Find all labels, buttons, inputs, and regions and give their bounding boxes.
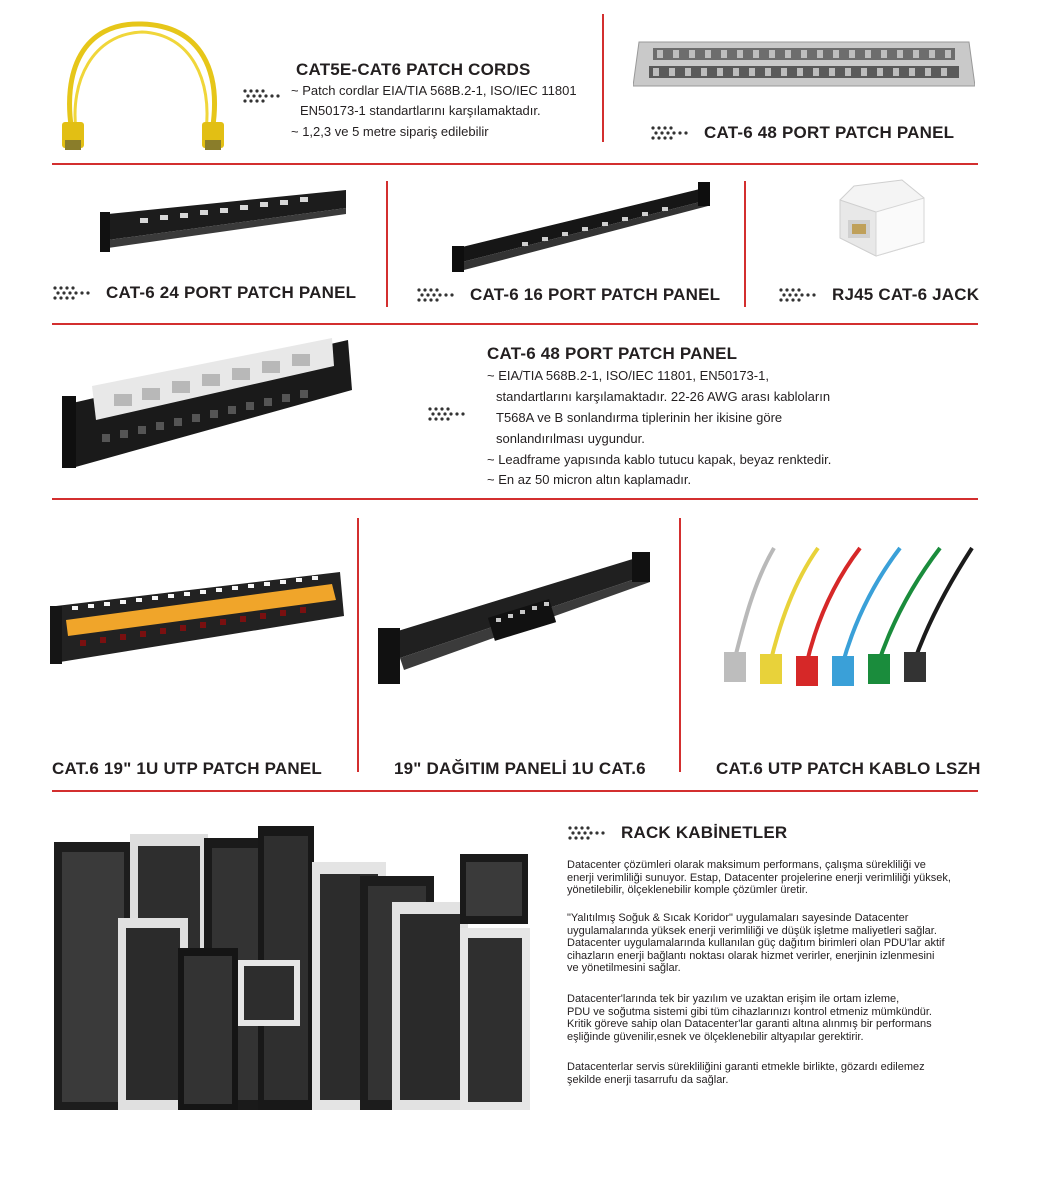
section3-line-2: standartlarını karşılamaktadır. 22-26 AWG arası kabloların [496, 389, 831, 404]
rack-paragraph-4 [567, 1061, 925, 1086]
patch-panel-24-image [100, 184, 350, 268]
section3-line-6: ~ En az 50 micron altın kaplamadır. [487, 472, 692, 487]
section2-bullet-icon [650, 125, 690, 142]
section1-line-2: EN50173-1 standartlarını karşılamaktadır. [300, 103, 541, 118]
row4-title-3: CAT.6 UTP PATCH KABLO LSZH [716, 759, 981, 778]
divider-row1 [602, 14, 604, 142]
section3-line-3: T568A ve B sonlandırma tiplerinin her ikisine göre [496, 410, 783, 425]
rack-p3-line-3: Kritik göreve sahip olan Datacenter'lar garanti altına alınmış bir performans [567, 1018, 932, 1030]
section1-line-1: ~ Patch cordlar EIA/TIA 568B.2-1, ISO/IEC 11801 [291, 83, 577, 98]
section3-line-1: ~ EIA/TIA 568B.2-1, ISO/IEC 11801, EN50173-1, [487, 368, 769, 383]
rack-p1-line-2: enerji verimliliği sunuyor. Estap, Datacenter projelerine enerji verimliliği yüksek, [567, 871, 951, 884]
rack-p2-line-2: uygulamalarında yüksek enerji verimliliği ve düşük işletme maliyetleri sağlar. [567, 924, 937, 937]
divider-h3 [52, 498, 978, 500]
rack-p2-line-4: cihazların enerji bağlantı noktası olarak hizmet verirler, enerjinin izlenmesini [567, 949, 935, 962]
row2-bullet-icon-2 [416, 287, 456, 304]
row2-bullet-icon-1 [52, 285, 92, 302]
rack-paragraph-1 [567, 859, 951, 897]
section1-title: CAT5E-CAT6 PATCH CORDS [296, 60, 531, 79]
rack-p3-line-4: eşliğinde güvenilir,esnek ve ölçeklenebilir altyapılar gerektirir. [567, 1030, 864, 1043]
divider-h1 [52, 163, 978, 165]
rack-p2-line-1: "Yalıtılmış Soğuk & Sıcak Koridor" uygulamaları sayesinde Datacenter [567, 912, 909, 924]
rack-p4-line-1: Datacenterlar servis sürekliliğini garanti etmekle birlikte, gözardı edilemez [567, 1061, 925, 1073]
section1-line-3: ~ 1,2,3 ve 5 metre sipariş edilebilir [291, 124, 489, 139]
section3-title: CAT-6 48 PORT PATCH PANEL [487, 344, 738, 363]
patch-panel-16-image [452, 178, 714, 274]
section3-bullet-icon [427, 406, 467, 423]
rack-caption [567, 823, 787, 843]
divider-row2-a [386, 181, 388, 307]
rack-p2-line-5: ve yönetilmesini sağlar. [567, 962, 681, 974]
divider-h4 [52, 790, 978, 792]
rack-title: RACK KABİNETLER [621, 823, 788, 842]
section3-line-5: ~ Leadframe yapısında kablo tutucu kapak, beyaz renktedir. [487, 452, 832, 467]
section3-line-4: sonlandırılması uygundur. [496, 431, 645, 446]
rj45-jack-image [832, 178, 928, 260]
row2-title-2: CAT-6 16 PORT PATCH PANEL [470, 285, 721, 304]
divider-h2 [52, 323, 978, 325]
rack-p1-line-3: yönetilebilir, ölçeklenebilir komple çözümler üretir. [567, 884, 808, 896]
row4-title-2: 19" DAĞITIM PANELİ 1U CAT.6 [394, 759, 646, 778]
section1-bullet-icon [242, 88, 282, 105]
section2-caption [650, 123, 954, 143]
row2-caption-2 [416, 285, 720, 305]
rack-bullet-icon [567, 825, 607, 842]
row2-caption-3 [778, 285, 979, 305]
rack-p1-line-1: Datacenter çözümleri olarak maksimum performans, çalışma sürekliliği ve [567, 859, 926, 871]
rack-cabinets-image [54, 824, 536, 1116]
rack-paragraph-3 [567, 993, 932, 1043]
row4-title-1: CAT.6 19" 1U UTP PATCH PANEL [52, 759, 322, 778]
row2-caption-1 [52, 283, 356, 303]
rack-p4-line-2: şekilde enerji tasarrufu da sağlar. [567, 1073, 729, 1086]
distribution-panel-image [378, 548, 654, 698]
rack-p2-line-3: Datacenter uygulamalarında kullanılan güç dağıtım birimleri olan PDU'lar aktif [567, 937, 945, 949]
rack-p3-line-2: PDU ve soğutma sistemi gibi tüm cihazlarınızı kontrol etmeniz mümkündür. [567, 1005, 932, 1018]
row2-bullet-icon-3 [778, 287, 818, 304]
patch-panel-48-detail-image [62, 334, 354, 476]
rack-p3-line-1: Datacenter'larında tek bir yazılım ve uzaktan erişim ile ortam izleme, [567, 993, 900, 1005]
divider-row4-b [679, 518, 681, 772]
row2-title-1: CAT-6 24 PORT PATCH PANEL [106, 283, 357, 302]
utp-patch-cables-image [714, 542, 976, 692]
row2-title-3: RJ45 CAT-6 JACK [832, 285, 980, 304]
patch-panel-48-image [633, 38, 975, 90]
utp-patch-panel-image [50, 566, 346, 676]
divider-row2-b [744, 181, 746, 307]
divider-row4-a [357, 518, 359, 772]
patch-cord-image [52, 12, 232, 152]
rack-paragraph-2 [567, 912, 945, 975]
section2-title: CAT-6 48 PORT PATCH PANEL [704, 123, 955, 142]
